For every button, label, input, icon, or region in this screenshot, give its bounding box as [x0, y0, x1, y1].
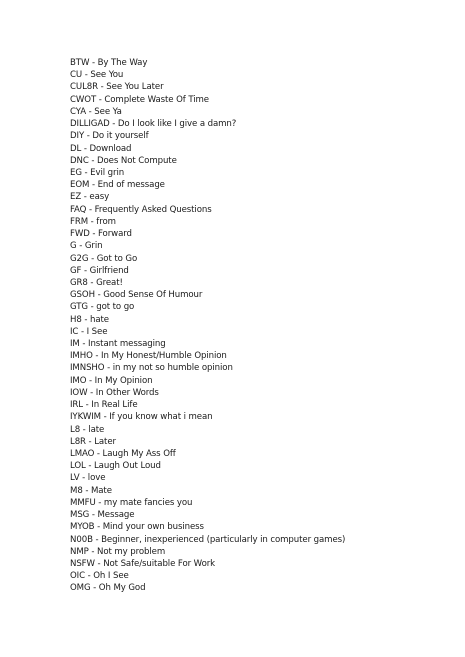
- abbreviation-entry: IMO - In My Opinion: [70, 375, 153, 386]
- abbreviation-entry: EZ - easy: [70, 192, 110, 203]
- abbreviation-entry: G2G - Got to Go: [70, 253, 138, 264]
- abbreviation-entry: GSOH - Good Sense Of Humour: [70, 290, 203, 301]
- abbreviation-entry: LOL - Laugh Out Loud: [70, 461, 161, 472]
- abbreviation-entry: GR8 - Great!: [70, 277, 123, 288]
- abbreviation-entry: IMHO - In My Honest/Humble Opinion: [70, 351, 227, 362]
- abbreviation-entry: IYKWIM - If you know what i mean: [70, 412, 213, 423]
- abbreviation-entry: FWD - Forward: [70, 229, 132, 240]
- abbreviation-entry: OIC - Oh I See: [70, 571, 129, 582]
- abbreviation-entry: NSFW - Not Safe/suitable For Work: [70, 558, 216, 569]
- abbreviation-entry: IM - Instant messaging: [70, 339, 166, 350]
- abbreviation-entry: G - Grin: [70, 241, 103, 252]
- abbreviation-list: [70, 57, 345, 595]
- abbreviation-entry: DILLIGAD - Do I look like I give a damn?: [70, 119, 237, 130]
- abbreviation-entry: GF - Girlfriend: [70, 265, 129, 276]
- abbreviation-entry: IOW - In Other Words: [70, 387, 159, 398]
- abbreviation-entry: DNC - Does Not Compute: [70, 155, 177, 166]
- abbreviation-entry: EOM - End of message: [70, 180, 165, 191]
- abbreviation-entry: M8 - Mate: [70, 485, 112, 496]
- abbreviation-entry: L8R - Later: [70, 436, 116, 447]
- abbreviation-entry: MSG - Message: [70, 510, 135, 521]
- abbreviation-entry: OMG - Oh My God: [70, 583, 146, 594]
- abbreviation-entry: L8 - late: [70, 424, 105, 435]
- abbreviation-entry: CWOT - Complete Waste Of Time: [70, 94, 209, 105]
- abbreviation-entry: EG - Evil grin: [70, 167, 125, 178]
- abbreviation-entry: CYA - See Ya: [70, 106, 122, 117]
- abbreviation-entry: BTW - By The Way: [70, 58, 148, 68]
- abbreviation-entry: N00B - Beginner, inexperienced (particularly in computer games): [70, 534, 346, 545]
- abbreviation-entry: CU - See You: [70, 70, 124, 81]
- abbreviation-entry: FAQ - Frequently Asked Questions: [70, 204, 212, 215]
- abbreviation-entry: NMP - Not my problem: [70, 546, 166, 557]
- abbreviation-entry: LMAO - Laugh My Ass Off: [70, 449, 176, 459]
- abbreviation-entry: MYOB - Mind your own business: [70, 522, 204, 533]
- abbreviation-entry: H8 - hate: [70, 314, 109, 325]
- abbreviation-entry: IMNSHO - in my not so humble opinion: [70, 363, 233, 374]
- abbreviation-entry: DIY - Do it yourself: [70, 131, 149, 142]
- abbreviation-entry: LV - love: [70, 473, 106, 484]
- abbreviation-entry: CUL8R - See You Later: [70, 82, 164, 93]
- abbreviation-entry: IC - I See: [70, 326, 108, 337]
- abbreviation-entry: IRL - In Real Life: [70, 400, 138, 411]
- abbreviation-entry: GTG - got to go: [70, 302, 135, 313]
- abbreviation-entry: FRM - from: [70, 216, 116, 227]
- abbreviation-entry: DL - Download: [70, 143, 132, 154]
- abbreviation-entry: MMFU - my mate fancies you: [70, 497, 193, 508]
